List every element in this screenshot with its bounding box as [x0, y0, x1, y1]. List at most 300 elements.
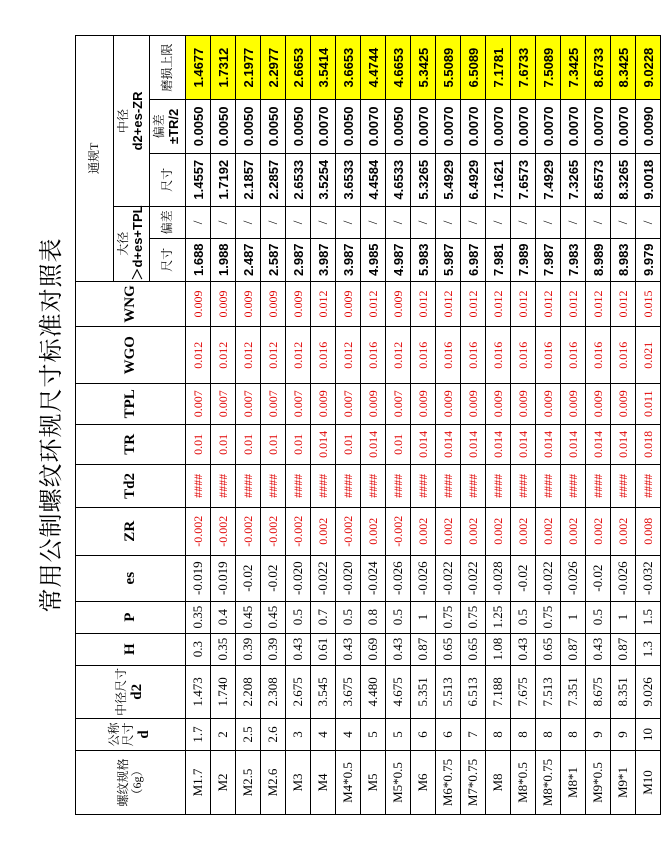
- cell-major-size: 2.587: [261, 238, 286, 281]
- cell-wng: 0.012: [361, 281, 386, 327]
- cell-h: 0.39: [236, 633, 261, 665]
- cell-pitch-dia: 1.473: [186, 665, 211, 718]
- header-major-size: 尺寸: [150, 238, 186, 281]
- table-row: [311, 36, 336, 815]
- cell-zr: 0.002: [436, 507, 461, 555]
- cell-pitch-dia: 3.545: [311, 665, 336, 718]
- cell-spec: M7*0.75: [461, 750, 486, 814]
- header-tr: TR: [76, 424, 186, 465]
- cell-spec: M4*0.5: [336, 750, 361, 814]
- cell-nominal: 8: [511, 718, 536, 750]
- cell-wgo: 0.016: [536, 327, 561, 384]
- cell-major-dev: /: [511, 206, 536, 238]
- cell-major-dev: /: [211, 206, 236, 238]
- cell-mid-dev: 0.0050: [186, 100, 211, 153]
- cell-major-dev: /: [436, 206, 461, 238]
- cell-pitch-dia: 2.308: [261, 665, 286, 718]
- cell-es: -0.020: [336, 555, 361, 601]
- cell-tpl: 0.007: [211, 383, 236, 424]
- cell-major-dev: /: [486, 206, 511, 238]
- cell-p: 1: [611, 601, 636, 633]
- cell-pitch-dia: 1.740: [211, 665, 236, 718]
- cell-zr: -0.002: [186, 507, 211, 555]
- cell-h: 0.87: [611, 633, 636, 665]
- cell-nominal: 8: [536, 718, 561, 750]
- cell-wng: 0.012: [411, 281, 436, 327]
- cell-wng: 0.009: [336, 281, 361, 327]
- cell-td2: ####: [411, 465, 436, 508]
- cell-tr: 0.01: [386, 424, 411, 465]
- cell-tr: 0.01: [261, 424, 286, 465]
- cell-spec: M8*1: [561, 750, 586, 814]
- cell-mid-size: 5.3265: [411, 153, 436, 206]
- cell-es: -0.02: [236, 555, 261, 601]
- cell-nominal: 10: [636, 718, 661, 750]
- cell-spec: M5*0.5: [386, 750, 411, 814]
- cell-wear-limit: 4.6653: [386, 36, 411, 100]
- cell-es: -0.022: [436, 555, 461, 601]
- cell-tr: 0.014: [486, 424, 511, 465]
- cell-wear-limit: 7.1781: [486, 36, 511, 100]
- cell-p: 0.45: [261, 601, 286, 633]
- cell-tpl: 0.009: [461, 383, 486, 424]
- cell-tpl: 0.009: [311, 383, 336, 424]
- cell-tpl: 0.009: [436, 383, 461, 424]
- cell-mid-size: 1.4557: [186, 153, 211, 206]
- cell-major-dev: /: [336, 206, 361, 238]
- cell-wng: 0.012: [486, 281, 511, 327]
- cell-wng: 0.012: [511, 281, 536, 327]
- cell-wgo: 0.012: [261, 327, 286, 384]
- cell-p: 0.5: [586, 601, 611, 633]
- cell-zr: 0.002: [611, 507, 636, 555]
- cell-mid-dev: 0.0070: [436, 100, 461, 153]
- header-major-dev: 偏差: [150, 206, 186, 238]
- cell-mid-size: 7.6573: [511, 153, 536, 206]
- cell-wear-limit: 7.3425: [561, 36, 586, 100]
- cell-td2: ####: [186, 465, 211, 508]
- cell-spec: M6*0.75: [436, 750, 461, 814]
- cell-wear-limit: 2.1977: [236, 36, 261, 100]
- cell-major-size: 3.987: [336, 238, 361, 281]
- cell-wear-limit: 4.4744: [361, 36, 386, 100]
- cell-pitch-dia: 8.675: [586, 665, 611, 718]
- cell-nominal: 2: [211, 718, 236, 750]
- cell-major-dev: /: [311, 206, 336, 238]
- cell-zr: 0.002: [411, 507, 436, 555]
- cell-nominal: 7: [461, 718, 486, 750]
- cell-nominal: 4: [311, 718, 336, 750]
- cell-wear-limit: 1.4677: [186, 36, 211, 100]
- cell-nominal: 2.6: [261, 718, 286, 750]
- cell-spec: M8*0.5: [511, 750, 536, 814]
- cell-pitch-dia: 7.351: [561, 665, 586, 718]
- cell-major-size: 1.688: [186, 238, 211, 281]
- cell-nominal: 9: [611, 718, 636, 750]
- cell-wng: 0.012: [436, 281, 461, 327]
- cell-wear-limit: 5.5089: [436, 36, 461, 100]
- cell-wgo: 0.016: [361, 327, 386, 384]
- cell-major-size: 4.985: [361, 238, 386, 281]
- cell-wgo: 0.012: [186, 327, 211, 384]
- cell-wng: 0.012: [461, 281, 486, 327]
- cell-wng: 0.012: [311, 281, 336, 327]
- cell-es: -0.019: [211, 555, 236, 601]
- cell-major-dev: /: [261, 206, 286, 238]
- cell-tpl: 0.007: [286, 383, 311, 424]
- cell-spec: M10: [636, 750, 661, 814]
- cell-h: 0.3: [186, 633, 211, 665]
- table-row: [236, 36, 261, 815]
- header-td2: Td2: [76, 465, 186, 508]
- cell-wgo: 0.012: [286, 327, 311, 384]
- cell-wgo: 0.016: [311, 327, 336, 384]
- cell-major-dev: /: [586, 206, 611, 238]
- cell-major-size: 7.989: [511, 238, 536, 281]
- cell-wear-limit: 5.3425: [411, 36, 436, 100]
- table-row: [611, 36, 636, 815]
- document-page: [25, 25, 656, 825]
- cell-td2: ####: [336, 465, 361, 508]
- cell-tpl: 0.007: [386, 383, 411, 424]
- cell-pitch-dia: 8.351: [611, 665, 636, 718]
- cell-zr: 0.002: [536, 507, 561, 555]
- cell-h: 0.43: [586, 633, 611, 665]
- cell-zr: -0.002: [261, 507, 286, 555]
- cell-mid-size: 7.3265: [561, 153, 586, 206]
- cell-zr: -0.002: [211, 507, 236, 555]
- cell-p: 0.8: [361, 601, 386, 633]
- cell-es: -0.026: [561, 555, 586, 601]
- cell-p: 0.45: [236, 601, 261, 633]
- cell-major-size: 6.987: [461, 238, 486, 281]
- cell-es: -0.020: [286, 555, 311, 601]
- cell-wng: 0.009: [286, 281, 311, 327]
- cell-wgo: 0.012: [211, 327, 236, 384]
- table-row: [561, 36, 586, 815]
- cell-wng: 0.009: [261, 281, 286, 327]
- cell-p: 1: [411, 601, 436, 633]
- cell-major-size: 7.983: [561, 238, 586, 281]
- cell-h: 0.43: [386, 633, 411, 665]
- table-row: [586, 36, 611, 815]
- cell-tr: 0.014: [311, 424, 336, 465]
- cell-h: 0.43: [286, 633, 311, 665]
- cell-nominal: 2.5: [236, 718, 261, 750]
- cell-major-dev: /: [361, 206, 386, 238]
- cell-mid-size: 2.1857: [236, 153, 261, 206]
- cell-spec: M2: [211, 750, 236, 814]
- cell-pitch-dia: 5.351: [411, 665, 436, 718]
- cell-td2: ####: [611, 465, 636, 508]
- cell-nominal: 3: [286, 718, 311, 750]
- cell-pitch-dia: 2.208: [236, 665, 261, 718]
- cell-pitch-dia: 7.675: [511, 665, 536, 718]
- header-mid-dev: 偏差 ±TR/2: [150, 100, 186, 153]
- cell-wear-limit: 3.6653: [336, 36, 361, 100]
- cell-tr: 0.014: [586, 424, 611, 465]
- cell-major-size: 8.983: [611, 238, 636, 281]
- cell-spec: M1.7: [186, 750, 211, 814]
- table-row: [186, 36, 211, 815]
- cell-h: 0.65: [461, 633, 486, 665]
- cell-td2: ####: [286, 465, 311, 508]
- cell-mid-dev: 0.0070: [586, 100, 611, 153]
- cell-es: -0.026: [386, 555, 411, 601]
- cell-major-size: 7.981: [486, 238, 511, 281]
- cell-h: 0.65: [436, 633, 461, 665]
- table-row: [436, 36, 461, 815]
- table-row: [261, 36, 286, 815]
- cell-wgo: 0.012: [236, 327, 261, 384]
- cell-tpl: 0.009: [586, 383, 611, 424]
- cell-wear-limit: 8.6733: [586, 36, 611, 100]
- cell-major-size: 5.987: [436, 238, 461, 281]
- cell-spec: M8: [486, 750, 511, 814]
- cell-pitch-dia: 7.188: [486, 665, 511, 718]
- cell-p: 1: [561, 601, 586, 633]
- cell-zr: -0.002: [286, 507, 311, 555]
- cell-major-dev: /: [461, 206, 486, 238]
- cell-wng: 0.012: [611, 281, 636, 327]
- cell-h: 0.65: [536, 633, 561, 665]
- cell-zr: 0.002: [311, 507, 336, 555]
- cell-tr: 0.018: [636, 424, 661, 465]
- cell-major-size: 5.983: [411, 238, 436, 281]
- cell-mid-size: 2.2857: [261, 153, 286, 206]
- cell-major-size: 8.989: [586, 238, 611, 281]
- cell-td2: ####: [486, 465, 511, 508]
- cell-p: 0.75: [461, 601, 486, 633]
- cell-mid-size: 7.1621: [486, 153, 511, 206]
- cell-mid-dev: 0.0070: [511, 100, 536, 153]
- cell-spec: M8*0.75: [536, 750, 561, 814]
- cell-spec: M2.5: [236, 750, 261, 814]
- cell-zr: 0.002: [361, 507, 386, 555]
- cell-tr: 0.01: [336, 424, 361, 465]
- cell-nominal: 5: [386, 718, 411, 750]
- cell-pitch-dia: 4.480: [361, 665, 386, 718]
- cell-td2: ####: [461, 465, 486, 508]
- cell-p: 0.5: [336, 601, 361, 633]
- cell-pitch-dia: 5.513: [436, 665, 461, 718]
- header-p: P: [76, 601, 186, 633]
- cell-p: 0.75: [536, 601, 561, 633]
- cell-wear-limit: 1.7312: [211, 36, 236, 100]
- cell-wng: 0.012: [586, 281, 611, 327]
- cell-tr: 0.014: [536, 424, 561, 465]
- cell-h: 0.61: [311, 633, 336, 665]
- cell-major-dev: /: [561, 206, 586, 238]
- cell-mid-dev: 0.0070: [461, 100, 486, 153]
- cell-es: -0.028: [486, 555, 511, 601]
- cell-es: -0.026: [411, 555, 436, 601]
- header-pitch-diameter: 中径尺寸 d2: [76, 665, 186, 718]
- table-row: [536, 36, 561, 815]
- header-wng: WNG: [76, 281, 186, 327]
- cell-wng: 0.015: [636, 281, 661, 327]
- cell-wgo: 0.016: [461, 327, 486, 384]
- cell-mid-dev: 0.0070: [311, 100, 336, 153]
- cell-wear-limit: 3.5414: [311, 36, 336, 100]
- cell-tr: 0.014: [411, 424, 436, 465]
- cell-zr: -0.002: [236, 507, 261, 555]
- cell-mid-size: 3.6533: [336, 153, 361, 206]
- cell-tpl: 0.009: [561, 383, 586, 424]
- cell-es: -0.024: [361, 555, 386, 601]
- cell-wng: 0.009: [236, 281, 261, 327]
- cell-td2: ####: [361, 465, 386, 508]
- header-wear-limit: 磨损上限: [150, 36, 186, 100]
- cell-mid-size: 4.6533: [386, 153, 411, 206]
- table-row: [511, 36, 536, 815]
- cell-tpl: 0.009: [411, 383, 436, 424]
- table-row: [361, 36, 386, 815]
- cell-td2: ####: [436, 465, 461, 508]
- cell-wgo: 0.016: [561, 327, 586, 384]
- cell-spec: M4: [311, 750, 336, 814]
- cell-h: 0.39: [261, 633, 286, 665]
- cell-tr: 0.01: [236, 424, 261, 465]
- cell-spec: M2.6: [261, 750, 286, 814]
- cell-mid-dev: 0.0070: [611, 100, 636, 153]
- table-body: [186, 36, 661, 815]
- cell-wear-limit: 7.5089: [536, 36, 561, 100]
- cell-nominal: 9: [586, 718, 611, 750]
- cell-zr: 0.002: [586, 507, 611, 555]
- cell-td2: ####: [636, 465, 661, 508]
- header-zr: ZR: [76, 507, 186, 555]
- cell-tpl: 0.007: [336, 383, 361, 424]
- cell-tr: 0.014: [611, 424, 636, 465]
- cell-major-dev: /: [286, 206, 311, 238]
- cell-zr: -0.002: [336, 507, 361, 555]
- cell-tr: 0.014: [561, 424, 586, 465]
- cell-h: 1.08: [486, 633, 511, 665]
- cell-wgo: 0.016: [486, 327, 511, 384]
- cell-td2: ####: [386, 465, 411, 508]
- cell-tpl: 0.009: [361, 383, 386, 424]
- cell-zr: 0.002: [461, 507, 486, 555]
- cell-wgo: 0.021: [636, 327, 661, 384]
- cell-mid-size: 3.5254: [311, 153, 336, 206]
- cell-tpl: 0.009: [511, 383, 536, 424]
- cell-p: 0.75: [436, 601, 461, 633]
- cell-wng: 0.009: [386, 281, 411, 327]
- cell-pitch-dia: 2.675: [286, 665, 311, 718]
- cell-tr: 0.014: [436, 424, 461, 465]
- cell-h: 0.43: [511, 633, 536, 665]
- header-h: H: [76, 633, 186, 665]
- cell-wear-limit: 2.2977: [261, 36, 286, 100]
- cell-zr: 0.002: [486, 507, 511, 555]
- cell-mid-dev: 0.0090: [636, 100, 661, 153]
- table-row: [386, 36, 411, 815]
- cell-wgo: 0.016: [511, 327, 536, 384]
- cell-mid-dev: 0.0070: [486, 100, 511, 153]
- table-row: [486, 36, 511, 815]
- cell-p: 0.5: [286, 601, 311, 633]
- cell-zr: -0.002: [386, 507, 411, 555]
- table-row: [211, 36, 236, 815]
- header-tpl: TPL: [76, 383, 186, 424]
- cell-mid-dev: 0.0050: [211, 100, 236, 153]
- header-mid-diameter: 中径 d2+es-ZR: [114, 36, 150, 207]
- cell-td2: ####: [311, 465, 336, 508]
- cell-zr: 0.002: [511, 507, 536, 555]
- cell-mid-dev: 0.0050: [286, 100, 311, 153]
- cell-wgo: 0.016: [611, 327, 636, 384]
- header-es: es: [76, 555, 186, 601]
- cell-td2: ####: [211, 465, 236, 508]
- cell-p: 0.5: [511, 601, 536, 633]
- cell-pitch-dia: 4.675: [386, 665, 411, 718]
- cell-wng: 0.012: [536, 281, 561, 327]
- header-major-diameter: 大径 ＞d+es+TPL: [114, 206, 150, 281]
- cell-major-size: 1.988: [211, 238, 236, 281]
- cell-wng: 0.012: [561, 281, 586, 327]
- cell-nominal: 5: [361, 718, 386, 750]
- cell-zr: 0.002: [561, 507, 586, 555]
- cell-tpl: 0.007: [236, 383, 261, 424]
- cell-p: 1.25: [486, 601, 511, 633]
- cell-td2: ####: [586, 465, 611, 508]
- cell-mid-size: 7.4929: [536, 153, 561, 206]
- cell-es: -0.026: [611, 555, 636, 601]
- cell-wgo: 0.016: [436, 327, 461, 384]
- cell-wear-limit: 9.0228: [636, 36, 661, 100]
- cell-zr: 0.008: [636, 507, 661, 555]
- cell-nominal: 8: [561, 718, 586, 750]
- cell-p: 1.5: [636, 601, 661, 633]
- cell-tpl: 0.007: [261, 383, 286, 424]
- cell-mid-dev: 0.0070: [561, 100, 586, 153]
- table-row: [636, 36, 661, 815]
- cell-major-size: 4.987: [386, 238, 411, 281]
- cell-tpl: 0.007: [186, 383, 211, 424]
- table-row: [336, 36, 361, 815]
- cell-major-dev: /: [611, 206, 636, 238]
- cell-major-dev: /: [636, 206, 661, 238]
- cell-mid-dev: 0.0070: [411, 100, 436, 153]
- cell-h: 0.87: [411, 633, 436, 665]
- cell-mid-dev: 0.0050: [261, 100, 286, 153]
- cell-nominal: 1.7: [186, 718, 211, 750]
- cell-major-size: 9.979: [636, 238, 661, 281]
- table-row: [286, 36, 311, 815]
- cell-h: 0.43: [336, 633, 361, 665]
- cell-es: -0.019: [186, 555, 211, 601]
- cell-major-dev: /: [236, 206, 261, 238]
- header-nominal: 公称 尺寸 d: [76, 718, 186, 750]
- cell-tpl: 0.009: [486, 383, 511, 424]
- cell-pitch-dia: 9.026: [636, 665, 661, 718]
- cell-major-size: 2.487: [236, 238, 261, 281]
- cell-wear-limit: 8.3425: [611, 36, 636, 100]
- cell-major-size: 2.987: [286, 238, 311, 281]
- cell-h: 0.69: [361, 633, 386, 665]
- cell-td2: ####: [261, 465, 286, 508]
- cell-spec: M6: [411, 750, 436, 814]
- cell-td2: ####: [236, 465, 261, 508]
- cell-mid-size: 6.4929: [461, 153, 486, 206]
- cell-es: -0.022: [311, 555, 336, 601]
- cell-p: 0.5: [386, 601, 411, 633]
- cell-nominal: 8: [486, 718, 511, 750]
- cell-pitch-dia: 6.513: [461, 665, 486, 718]
- cell-wear-limit: 6.5089: [461, 36, 486, 100]
- cell-major-dev: /: [186, 206, 211, 238]
